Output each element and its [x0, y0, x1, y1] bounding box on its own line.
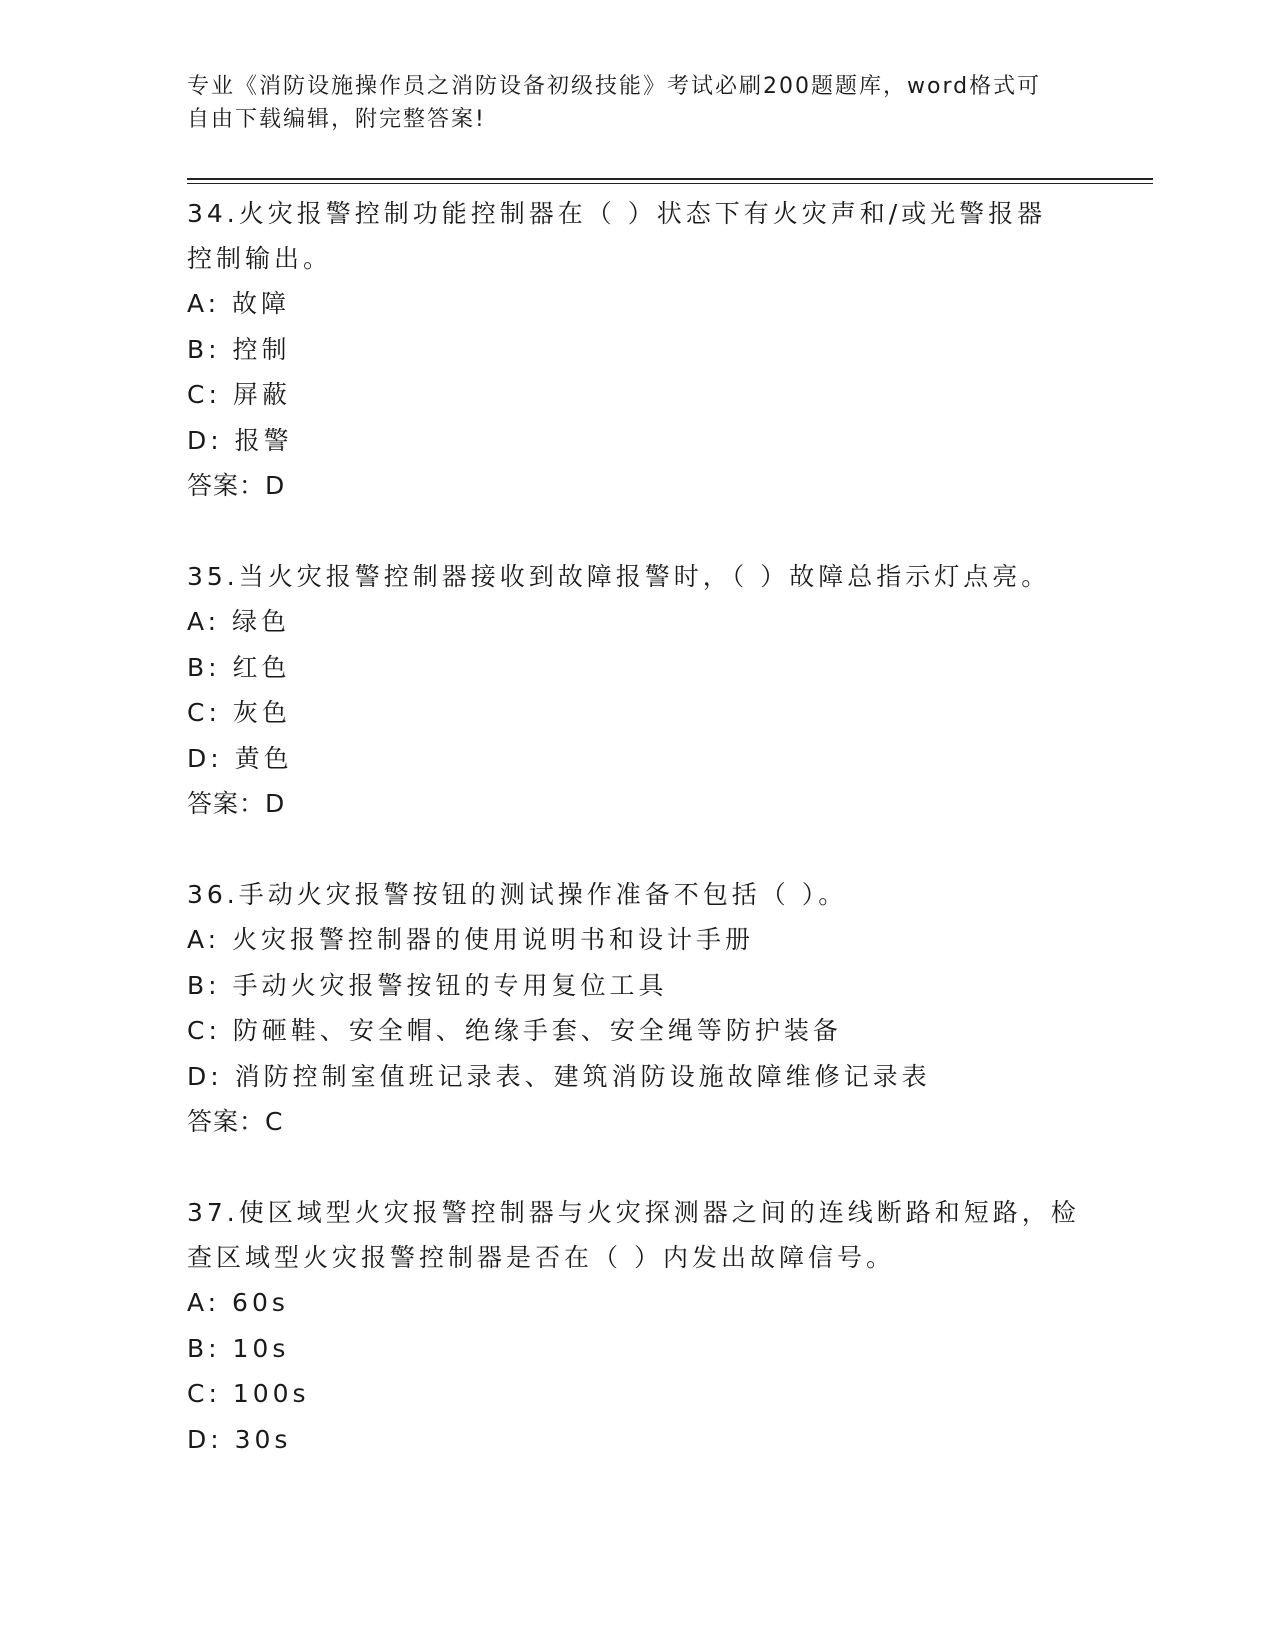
option-c: C: 屏蔽 [187, 380, 291, 409]
question-stem: 36.手动火灾报警按钮的测试操作准备不包括（ ）。 [187, 880, 848, 909]
option-b: B: 10s [187, 1333, 290, 1363]
header-divider-thick [187, 178, 1153, 180]
answer: 答案：C [187, 1107, 284, 1136]
option-c: C: 100s [187, 1379, 310, 1408]
option-c: C: 灰色 [187, 698, 291, 727]
header-line-2: 自由下载编辑，附完整答案! [187, 107, 486, 132]
option-c: C: 防砸鞋、安全帽、绝缘手套、安全绳等防护装备 [187, 1016, 842, 1045]
question-35 [187, 554, 1087, 826]
answer: 答案：D [187, 471, 286, 500]
option-d: D: 报警 [187, 425, 293, 455]
option-a: A: 60s [187, 1288, 289, 1317]
question-stem-continued: 查区域型火灾报警控制器是否在（ ）内发出故障信号。 [187, 1243, 895, 1272]
question-34 [187, 191, 1087, 508]
header-divider-thin [187, 183, 1153, 184]
document-header [187, 70, 1087, 136]
option-b: B: 手动火灾报警按钮的专用复位工具 [187, 970, 668, 1000]
question-list [187, 191, 1087, 1462]
question-stem-continued: 控制输出。 [187, 244, 333, 273]
question-stem: 34.火灾报警控制功能控制器在（ ）状态下有火灾声和/或光警报器 [187, 199, 1047, 228]
question-stem: 35.当火灾报警控制器接收到故障报警时，（ ）故障总指示灯点亮。 [187, 562, 1051, 591]
option-d: D: 30s [187, 1424, 292, 1454]
question-stem: 37.使区域型火灾报警控制器与火灾探测器之间的连线断路和短路，检 [187, 1198, 1080, 1227]
option-b: B: 控制 [187, 334, 291, 364]
question-37 [187, 1190, 1087, 1462]
option-a: A: 绿色 [187, 607, 291, 636]
option-d: D: 黄色 [187, 743, 293, 773]
option-a: A: 故障 [187, 289, 291, 318]
header-line-1: 专业《消防设施操作员之消防设备初级技能》考试必刷200题题库，word格式可 [187, 74, 1042, 99]
question-36 [187, 872, 1087, 1144]
answer: 答案：D [187, 789, 286, 818]
option-a: A: 火灾报警控制器的使用说明书和设计手册 [187, 925, 755, 954]
option-d: D: 消防控制室值班记录表、建筑消防设施故障维修记录表 [187, 1061, 931, 1091]
option-b: B: 红色 [187, 652, 291, 682]
